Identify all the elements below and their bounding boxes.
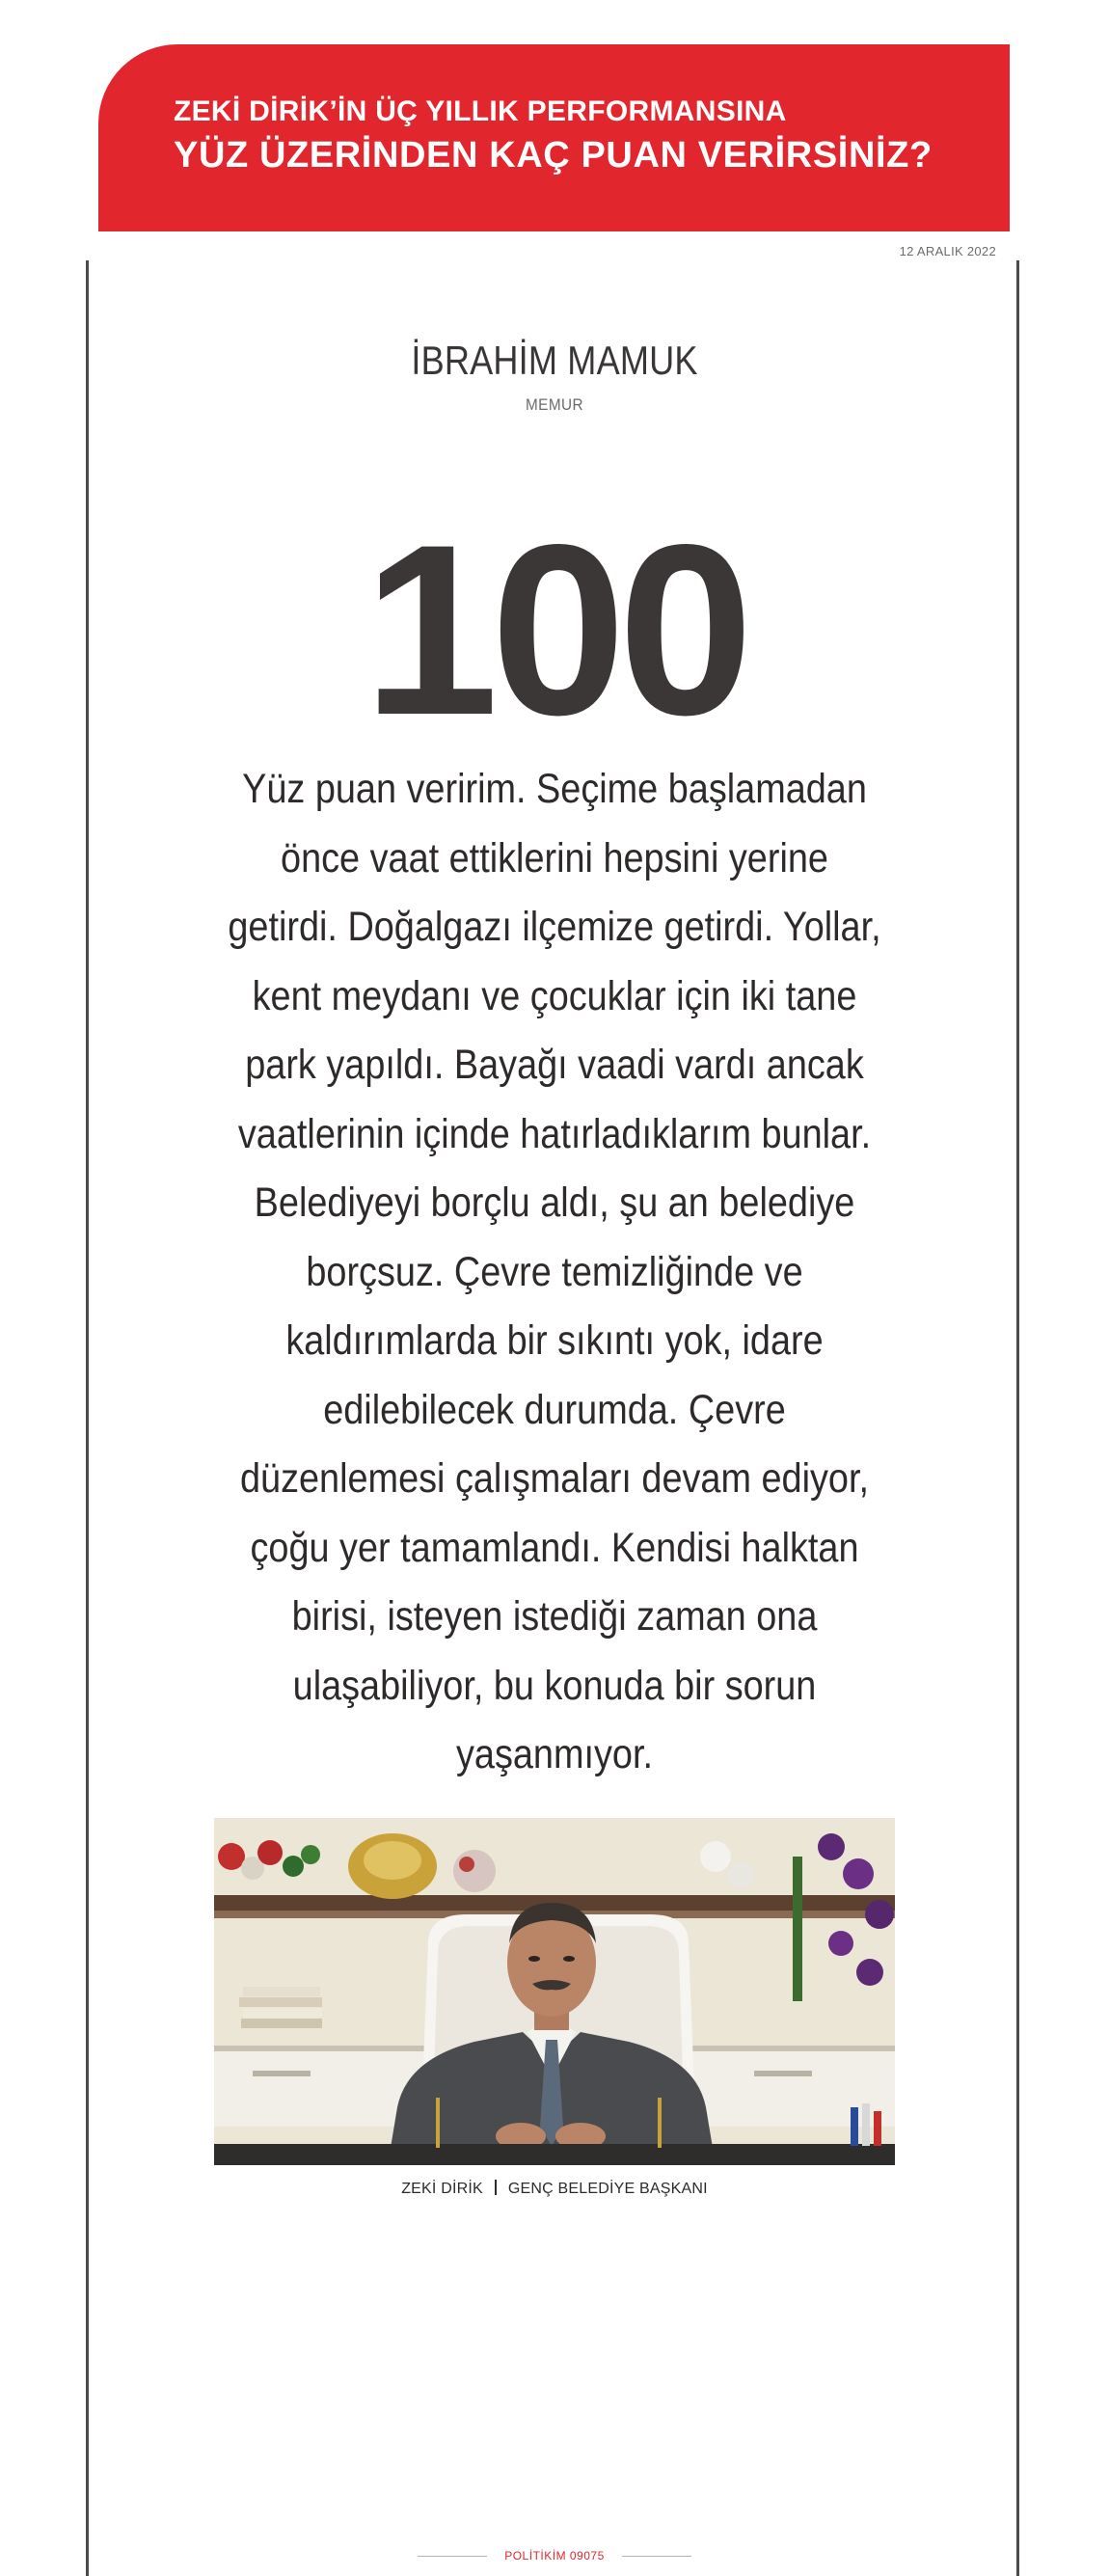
headline-line-2: YÜZ ÜZERİNDEN KAÇ PUAN VERİRSİNİZ? bbox=[174, 135, 933, 176]
mayor-photo bbox=[214, 1818, 895, 2165]
publish-date: 12 ARALIK 2022 bbox=[899, 244, 996, 258]
respondent-quote: Yüz puan veririm. Seçime başlamadan önce vaat ettiklerini hepsini yerine getirdi. Doğalgazı ilçemize getirdi. Yollar, kent meydanı ve çocuklar için iki tane park yapıldı. Bayağı vaadi vardı ancak vaatlerinin içinde hatırladıklarım bunlar. Belediyeyi borçlu aldı, şu an belediye borçsuz. Çevre temizliğinde ve kaldırımlarda bir sıkıntı yok, idare edilebilecek durumda. Çevre düzenlemesi çalışmaları devam ediyor, çoğu yer tamamlandı. Kendisi halktan birisi, isteyen istediği zaman ona ulaşabiliyor, bu konuda bir sorun yaşanmıyor. bbox=[228, 766, 881, 1777]
respondent-occupation: MEMUR bbox=[525, 395, 584, 414]
footer-rule-left bbox=[418, 2556, 487, 2557]
headline-banner bbox=[98, 44, 1010, 231]
caption-separator bbox=[495, 2180, 497, 2195]
page-footer bbox=[0, 2549, 1109, 2562]
mayor-photo-illustration bbox=[214, 1818, 895, 2165]
caption-title: GENÇ BELEDİYE BAŞKANI bbox=[507, 2181, 708, 2197]
footer-rule-right bbox=[622, 2556, 691, 2557]
score-value: 100 bbox=[363, 495, 746, 766]
respondent-name: İBRAHİM MAMUK bbox=[411, 338, 698, 383]
caption-name: ZEKİ DİRİK bbox=[401, 2181, 483, 2197]
footer-text: POLİTİKİM 09075 bbox=[504, 2549, 605, 2562]
photo-caption bbox=[0, 2180, 1109, 2198]
headline-line-1: ZEKİ DİRİK’İN ÜÇ YILLIK PERFORMANSINA bbox=[174, 95, 787, 127]
